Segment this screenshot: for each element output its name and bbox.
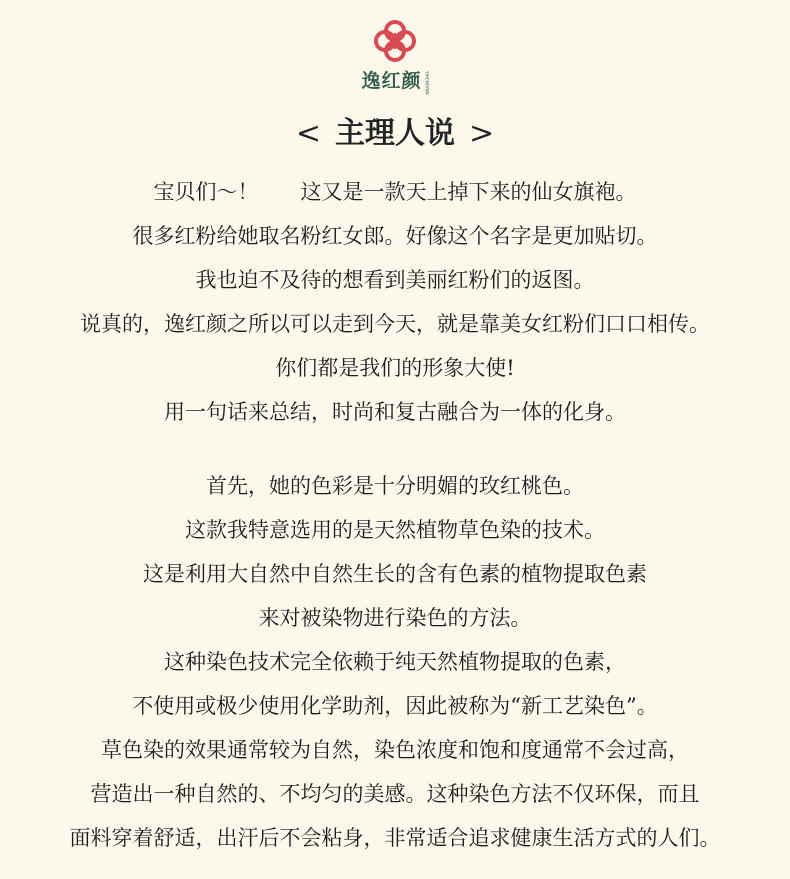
article-body — [30, 170, 760, 860]
text-line: 营造出一种自然的、不均匀的美感。这种染色方法不仅环保，而且 — [90, 782, 700, 806]
title-open-bracket: < — [295, 116, 321, 151]
section-title — [0, 108, 790, 152]
text-line: 说真的，逸红颜之所以可以走到今天，就是靠美女红粉们口口相传。 — [80, 312, 710, 336]
four-petal-flower-logo-icon — [372, 18, 418, 64]
title-close-bracket: > — [469, 116, 495, 151]
paragraph-intro — [30, 170, 760, 434]
text-line: 面料穿着舒适，出汗后不会粘身，非常适合追求健康生活方式的人们。 — [69, 826, 721, 850]
text-line: 我也迫不及待的想看到美丽红粉们的返图。 — [195, 268, 595, 292]
text-line: 草色染的效果通常较为自然，染色浓度和饱和度通常不会过高， — [101, 738, 689, 762]
paragraph-spacer — [30, 434, 760, 464]
text-line: 这种染色技术完全依赖于纯天然植物提取的色素， — [164, 650, 626, 674]
text-line: 这是利用大自然中自然生长的含有色素的植物提取色素 — [143, 562, 647, 586]
text-line: 宝贝们～！ 这又是一款天上掉下来的仙女旗袍。 — [153, 180, 637, 204]
text-line: 很多红粉给她取名粉红女郎。好像这个名字是更加贴切。 — [132, 224, 658, 248]
brand-wordmark — [0, 66, 790, 93]
text-line: 你们都是我们的形象大使! — [275, 356, 515, 380]
paragraph-dye-technique — [30, 464, 760, 860]
text-line: 首先，她的色彩是十分明媚的玫红桃色。 — [206, 474, 584, 498]
text-line: 不使用或极少使用化学助剂，因此被称为“新工艺染色”。 — [132, 694, 658, 718]
text-line: 用一句话来总结，时尚和复古融合为一体的化身。 — [164, 400, 626, 424]
text-line: 这款我特意选用的是天然植物草色染的技术。 — [185, 518, 605, 542]
brand-name: 逸红颜 — [361, 70, 422, 92]
text-line: 来对被染物进行染色的方法。 — [258, 606, 532, 630]
title-text: 主理人说 — [335, 116, 455, 151]
brand-subtitle: YIHONGYAN — [424, 70, 430, 95]
brand-logo — [0, 18, 790, 93]
